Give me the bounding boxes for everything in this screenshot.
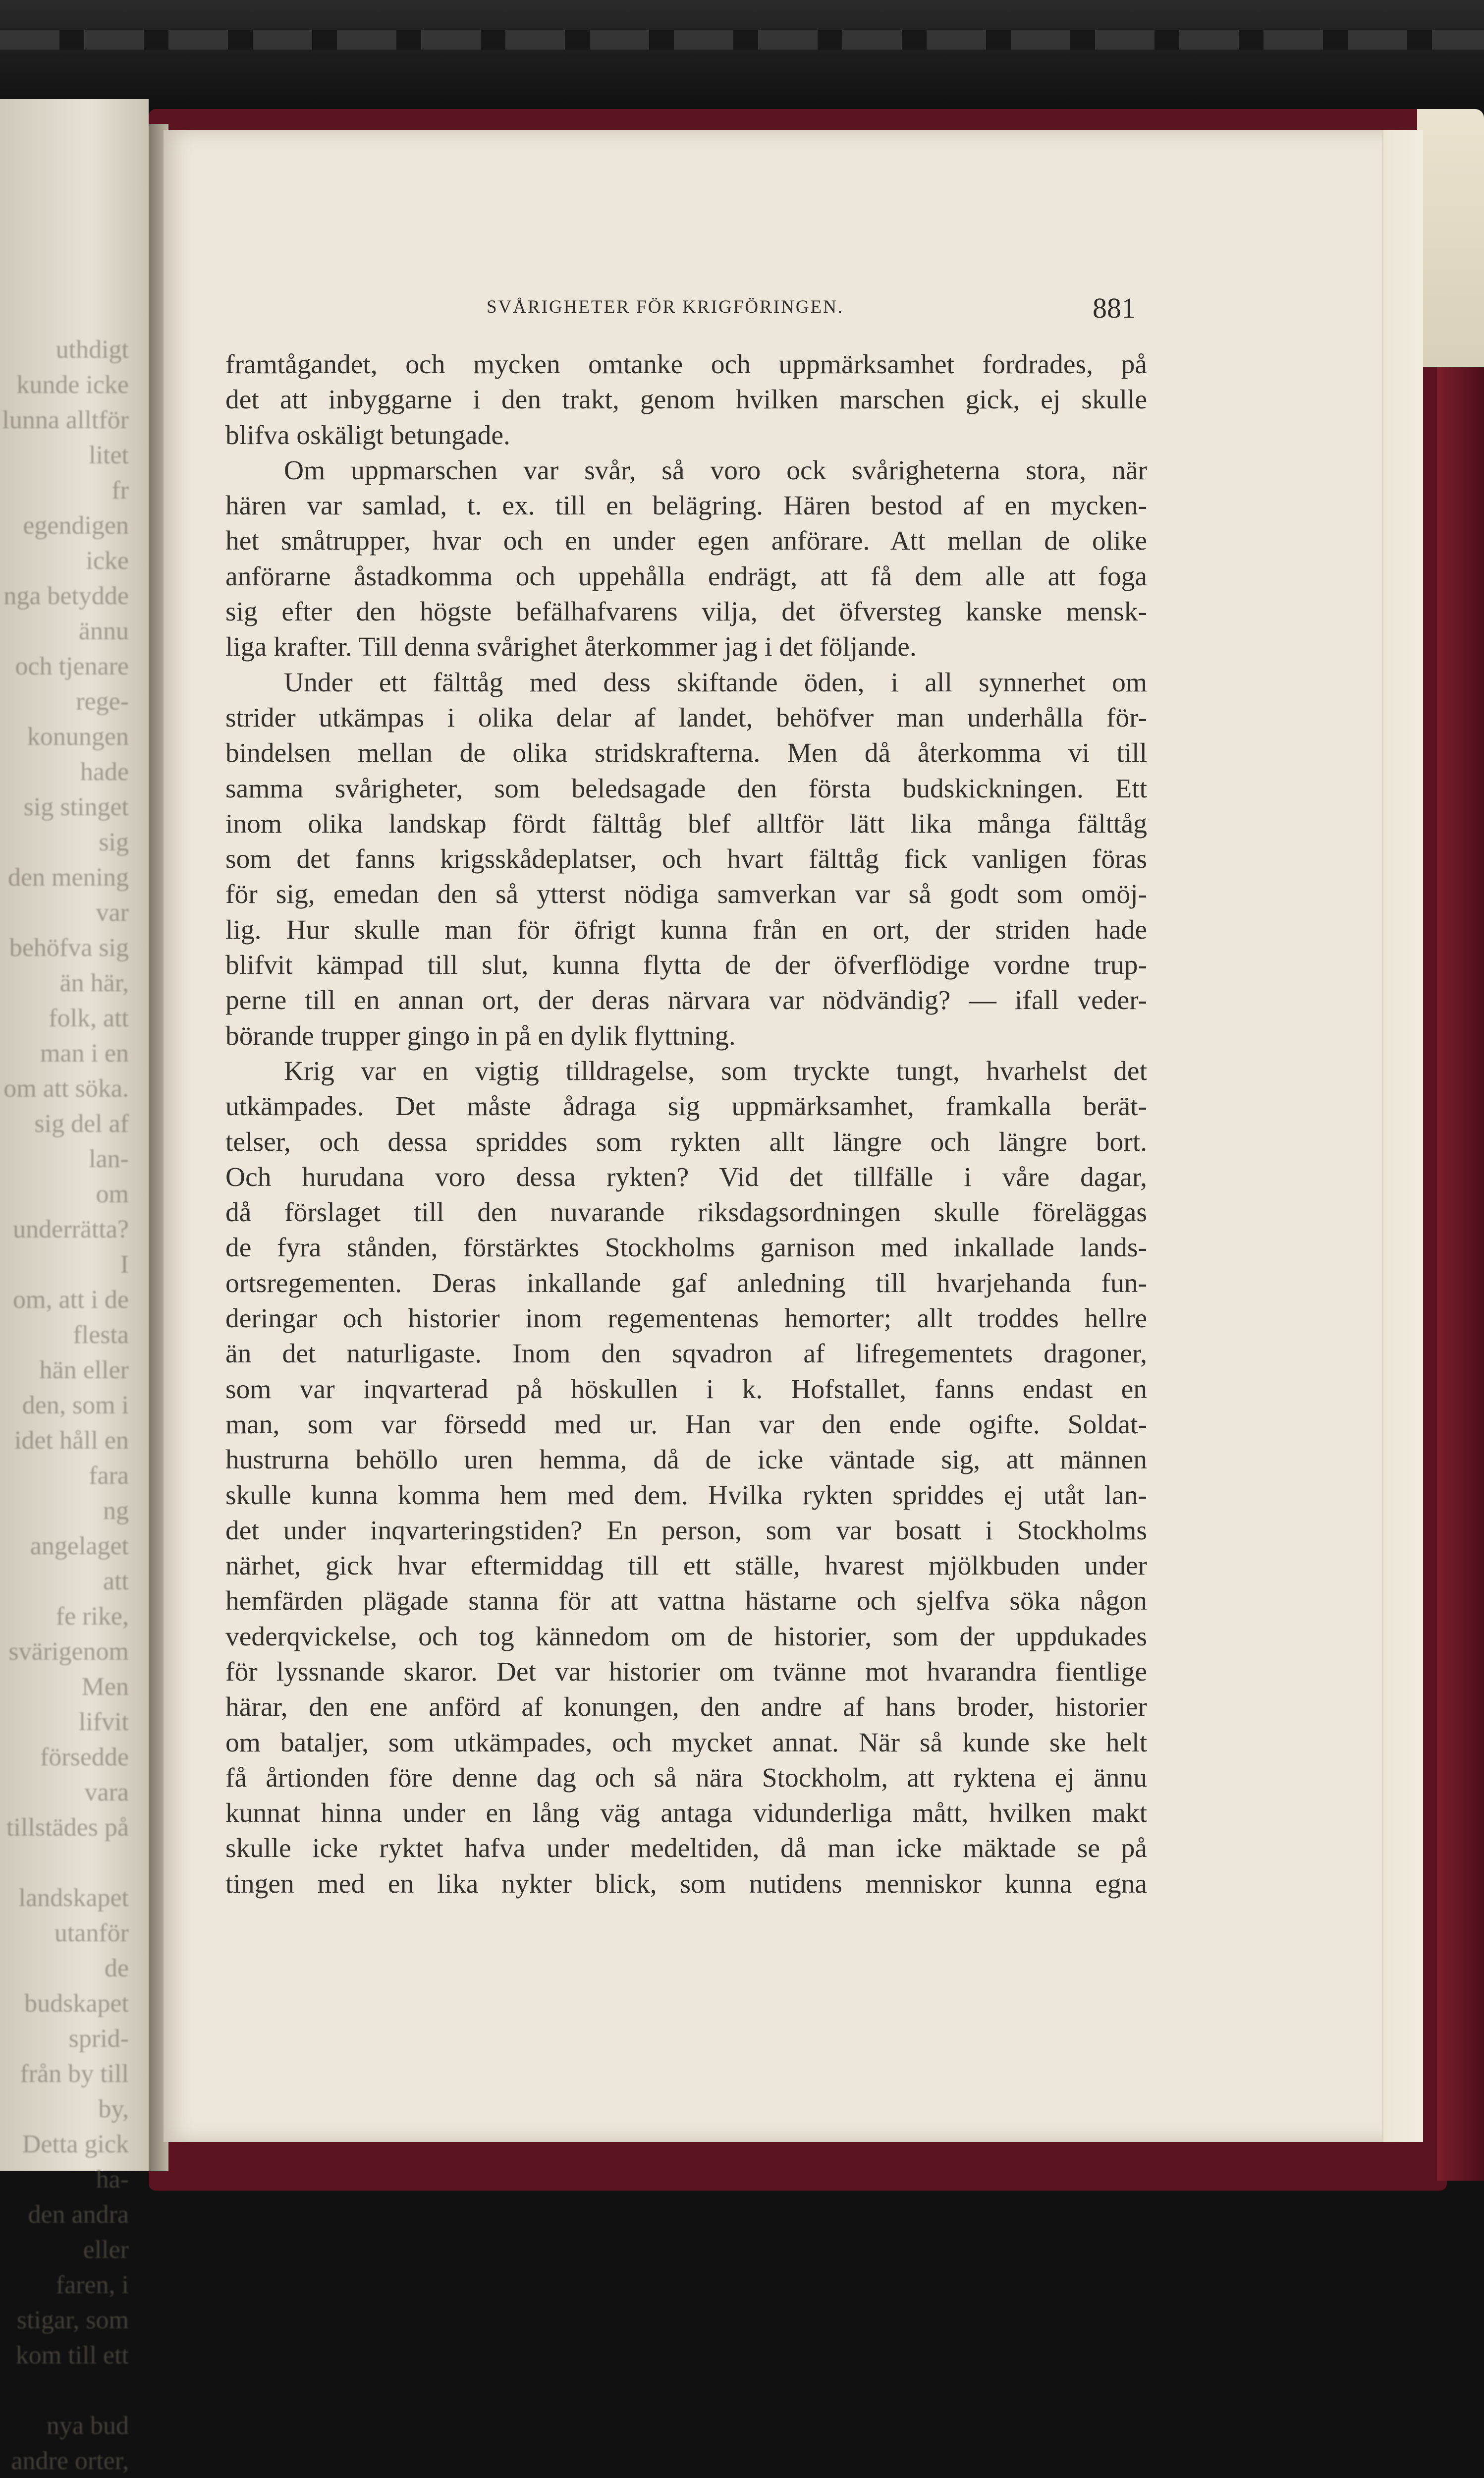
text-line: samma svårigheter, som beledsagade den första budskickningen. Ett [225,773,1147,804]
text-line: få årtionden före denne dag och så nära Stockholm, att ryktena ej ännu [225,1762,1147,1793]
text-line: Och hurudana voro dessa rykten? Vid det tillfälle i våre dagar, [225,1162,1147,1192]
text-line: det att inbyggarne i den trakt, genom hvilken marschen gick, ej skulle [225,385,1147,415]
left-page-text: uthdigt kunde icke lunna alltför litet fr egendigen icke nga betydde ännu och tjenare rege- konungen hade sig stinget sig den mening var behöfva sig än här, folk, att man i en om att söka. sig del af lan- om underrätta? I om, att i de flesta hän eller den, som i idet håll en fara ng angelaget att fe rike, svärigenom Men lifvit försedde vara tillstädes på landskapet utanför de budskapet sprid- från by till by, Detta gick ha- den andra eller faren, i stigar, som kom till ett nya bud andre orter, [2,336,129,2475]
text-line: Krig var en vigtig tilldragelse, som tryckte tungt, hvarhelst det [284,1056,1147,1086]
text-line: strider utkämpas i olika delar af landet, behöfver man underhålla för- [225,702,1147,733]
page-edge [1382,130,1423,2142]
paragraph [225,347,1147,453]
text-line: för lyssnande skaror. Det var historier om tvänne mot hvarandra fientlige [225,1656,1147,1687]
text-line: blifvit kämpad till slut, kunna flytta de der öfverflödige vordne trup- [225,950,1147,981]
page-header [487,291,1136,326]
running-head: SVÅRIGHETER FÖR KRIGFÖRINGEN. [487,297,844,317]
book-cover-corner [1417,109,1484,367]
left-facing-page [0,99,149,2475]
text-line: sig efter den högste befälhafvarens vilja, det öfversteg kanske mensk- [225,597,1147,627]
text-line: liga krafter. Till denna svårighet återkommer jag i det följande. [225,632,917,663]
text-line: framtågandet, och mycken omtanke och uppmärksamhet fordrades, på [225,349,1147,380]
text-line: tingen med en lika nykter blick, som nutidens menniskor kunna egna [225,1868,1147,1899]
text-line: det under inqvarteringstiden? En person, som var bosatt i Stockholms [225,1515,1147,1546]
paragraph [225,665,1147,1054]
text-line: het småtrupper, hvar och en under egen anförare. Att mellan de olike [225,526,1147,557]
text-line: skulle icke ryktet hafva under medeltiden, då man icke mäktade se på [225,1833,1147,1864]
text-line: blifva oskäligt betungade. [225,420,510,451]
text-line: som det fanns krigsskådeplatser, och hvart fälttåg fick vanligen föras [225,844,1147,875]
text-line: om bataljer, som utkämpades, och mycket annat. När så kunde ske helt [225,1727,1147,1758]
text-line: perne till en annan ort, der deras närvara var nödvändig? — ifall veder- [225,985,1147,1016]
background-strip [0,30,1484,50]
text-line: man, som var försedd med ur. Han var den ende ogifte. Soldat- [225,1409,1147,1440]
text-line: anförarne åstadkomma och uppehålla endrägt, att få dem alle att foga [225,561,1147,592]
text-line: deringar och historier inom regementenas hemorter; allt troddes hellre [225,1303,1147,1334]
book-cover-edge [1437,347,1484,2181]
text-line: härar, den ene anförd af konungen, den andre af hans broder, historier [225,1692,1147,1723]
text-line: hustrurna behöllo uren hemma, då de icke väntade sig, att männen [225,1445,1147,1475]
text-line: ortsregementen. Deras inkallande gaf anledning till hvarjehanda fun- [225,1268,1147,1298]
text-line: inom olika landskap fördt fälttåg blef alltför lätt lika många fälttåg [225,808,1147,839]
page-number: 881 [1093,292,1136,324]
text-line: Om uppmarschen var svår, så voro ock svårigheterna stora, när [284,455,1147,486]
paragraph [225,453,1147,665]
paragraph [225,1054,1147,1902]
text-line: närhet, gick hvar eftermiddag till ett ställe, hvarest mjölkbuden under [225,1551,1147,1581]
text-line: bindelsen mellan de olika stridskrafterna. Men då återkomma vi till [225,738,1147,769]
text-line: telser, och dessa spriddes som rykten allt längre och längre bort. [225,1126,1147,1157]
text-line: hären var samlad, t. ex. till en belägring. Hären bestod af en mycken- [225,491,1147,521]
text-line: lig. Hur skulle man för öfrigt kunna från en ort, der striden hade [225,914,1147,945]
text-line: utkämpades. Det måste ådraga sig uppmärksamhet, framkalla berät- [225,1091,1147,1122]
text-line: än det naturligaste. Inom den sqvadron af lifregementets dragoner, [225,1339,1147,1369]
text-line: skulle kunna komma hem med dem. Hvilka rykten spriddes ej utåt lan- [225,1480,1147,1511]
text-line: som var inqvarterad på höskullen i k. Hofstallet, fanns endast en [225,1374,1147,1405]
text-line: hemfärden plägade stanna för att vattna hästarne och sjelfva söka någon [225,1586,1147,1617]
text-line: Under ett fälttåg med dess skiftande öden, i all synnerhet om [284,667,1147,698]
text-line: kunnat hinna under en lång väg antaga vidunderliga mått, hvilken makt [225,1798,1147,1829]
text-line: då förslaget till den nuvarande riksdagsordningen skulle föreläggas [225,1197,1147,1228]
background-top [0,0,1484,124]
body-text [225,347,1147,1902]
text-line: vederqvickelse, och tog kännedom om de historier, som der uppdukades [225,1621,1147,1652]
text-line: börande trupper gingo in på en dylik flyttning. [225,1020,736,1051]
text-line: de fyra stånden, förstärktes Stockholms garnison med inkallade lands- [225,1233,1147,1263]
text-line: för sig, emedan den så ytterst nödiga samverkan var så godt som omöj- [225,879,1147,910]
